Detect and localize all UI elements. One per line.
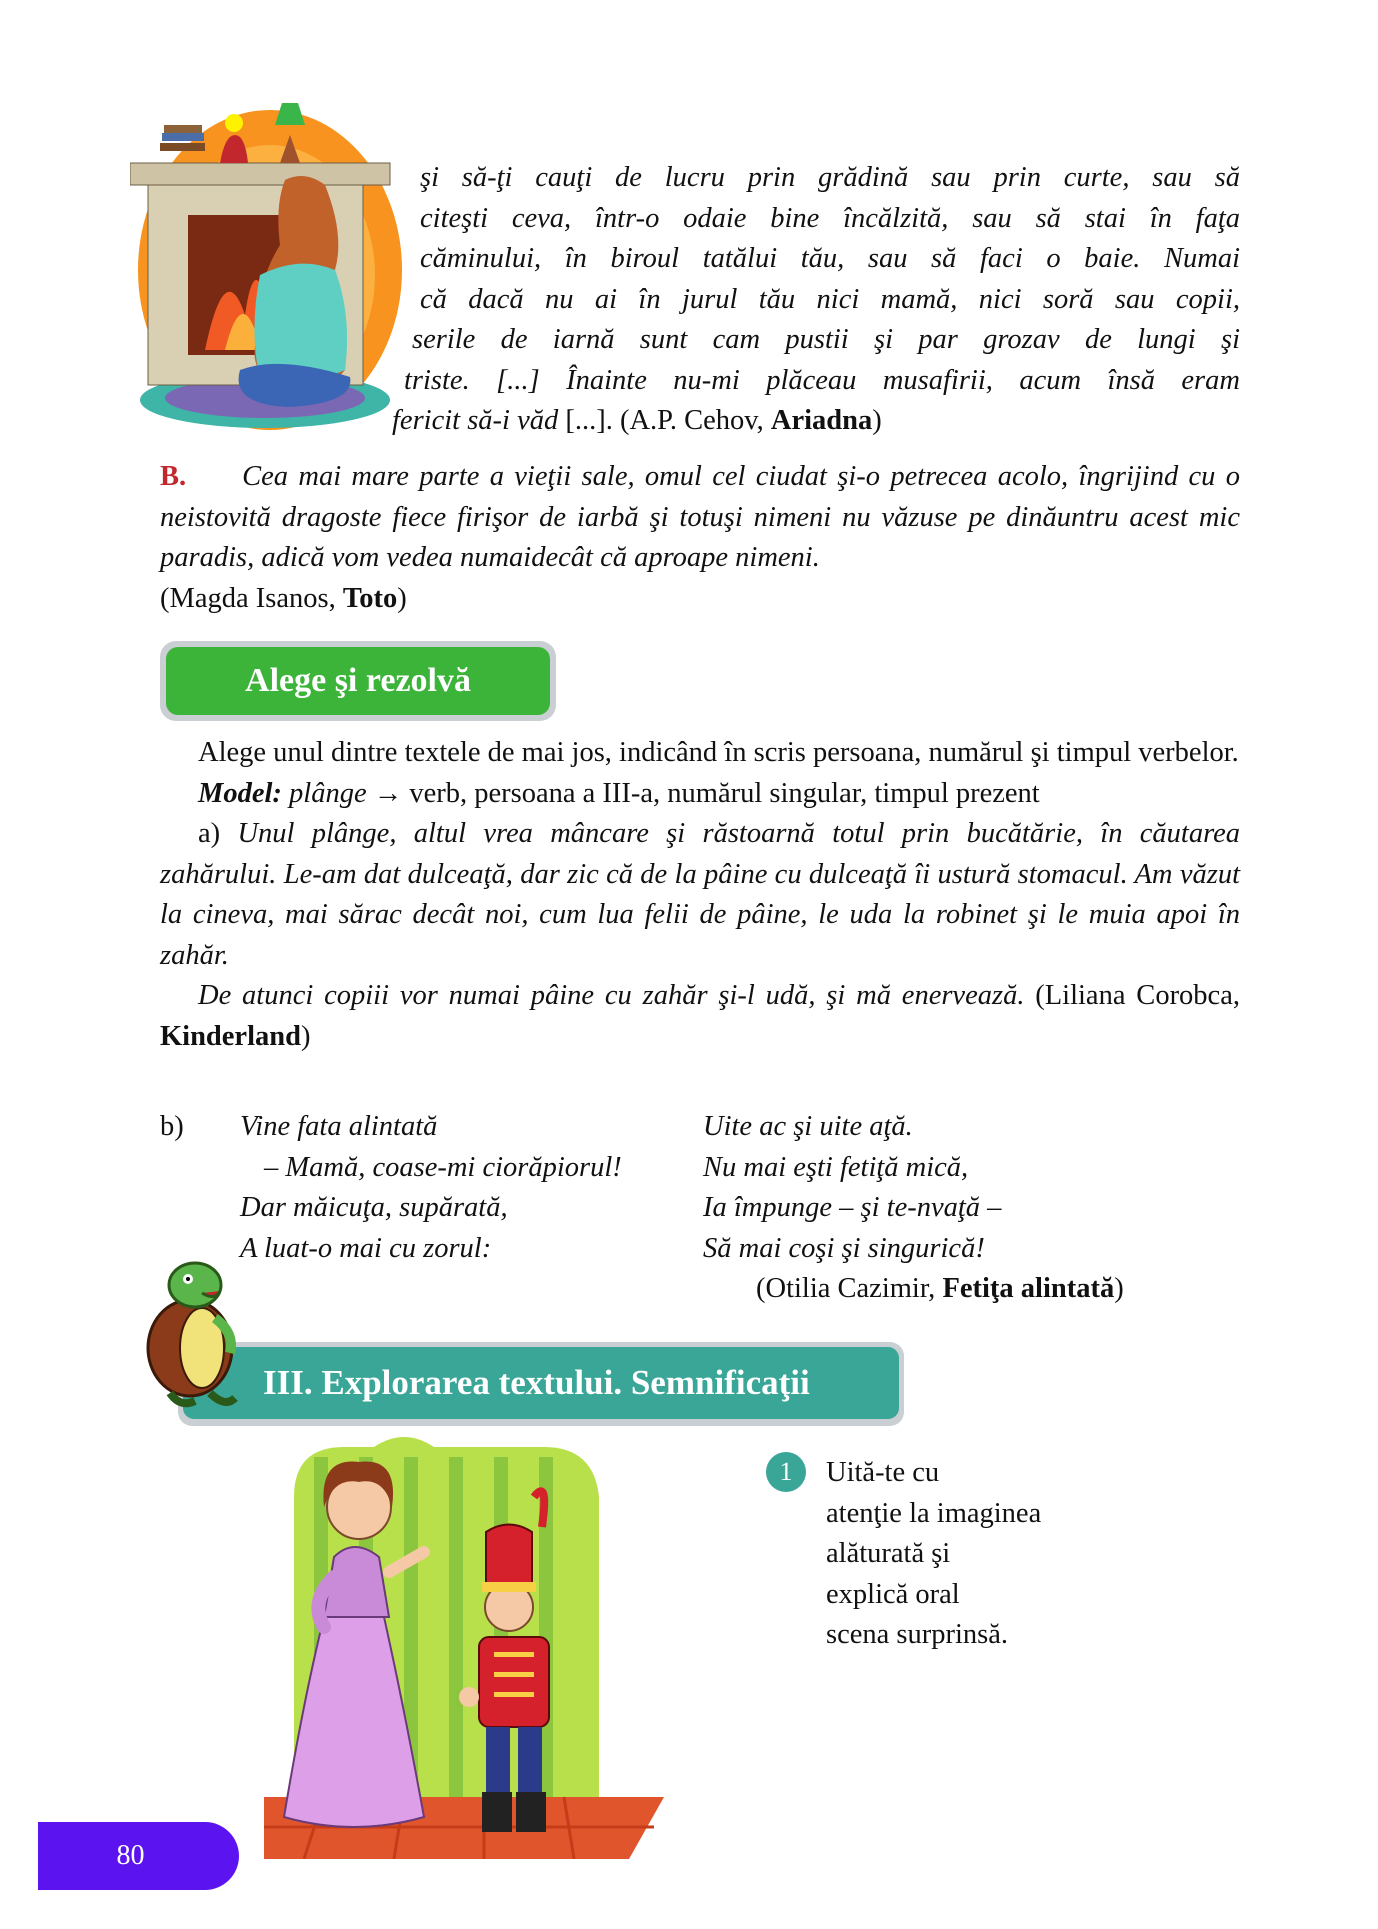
section-b-label: B. <box>160 461 187 492</box>
a-text2: De atunci copiii vor numai pâine cu zahăr şi-l udă, şi mă enervează. <box>198 980 1025 1011</box>
poem-line: Nu mai eşti fetiţă mică, <box>703 1151 969 1183</box>
poem-line: Ia împunge – şi te-nvaţă – <box>703 1192 1002 1223</box>
task-block <box>160 733 1240 1057</box>
section-b-text: Cea mai mare parte a vieţii sale, omul cel ciudat şi-o petrecea acolo, îngrijind cu o neistovită dragoste fiece firişor de iarbă şi totuşi nimeni nu văzuse pe dinăuntru acest mic paradis, adică vom vedea numaidecât că aproape nimeni. <box>160 461 1240 573</box>
section-b-source <box>160 579 1240 620</box>
top-passage-line: triste. [...] Înainte nu-mi plăceau musafirii, acum însă eram <box>404 364 1240 396</box>
explorare-title: III. Explorarea textului. Semnificaţii <box>183 1347 899 1419</box>
top-passage-line: serile de iarnă sunt cam pustii şi par grozav de lungi şi <box>412 324 1240 355</box>
poem-line: Vine fata alintată <box>240 1111 438 1142</box>
question-line: Uită-te cu <box>826 1457 940 1488</box>
top-passage-source: [...]. (A.P. Cehov, <box>565 405 771 436</box>
top-passage-source-title: Ariadna <box>770 405 873 436</box>
a-source-prefix: (Liliana Corobca, <box>1024 980 1240 1011</box>
question-line: scena surprinsă. <box>826 1619 1009 1650</box>
a-text: Unul plânge, altul vrea mâncare şi răstoarnă totul prin bucătărie, în căutarea zahărului. Le-am dat dulceaţă, dar zic că de la pâine cu dulceaţă îi ustură stomacul. Am văzut la cineva, mai sărac decât noi, cum lua felii de pâine, le uda la robinet şi le muia apoi în zahăr. <box>160 818 1240 971</box>
model-rest: → verb, persoana a III-a, numărul singular, timpul prezent <box>366 777 1040 809</box>
top-passage-line: citeşti ceva, într-o odaie bine încălzită, sau să stai în faţa <box>420 202 1240 234</box>
poem-line: – Mamă, coase-mi ciorăpiorul! <box>264 1151 622 1183</box>
top-passage-line: căminului, în biroul tatălui tău, sau să faci o baie. Numai <box>420 243 1240 274</box>
a-label: a) <box>198 818 238 849</box>
explorare-banner <box>178 1342 904 1426</box>
paren: ) <box>872 405 882 436</box>
top-passage-line: că dacă nu ai în jurul tău nici mamă, nici soră sau copii, <box>420 283 1240 315</box>
page-number-badge <box>38 1822 239 1890</box>
question-1-text <box>826 1453 1126 1656</box>
top-passage-italic: fericit să-i văd <box>392 405 566 436</box>
alege-rezolva-title: Alege şi rezolvă <box>166 647 550 715</box>
poem-line: A luat-o mai cu zorul: <box>240 1232 492 1264</box>
source-title: Toto <box>342 582 398 614</box>
task-model <box>160 774 1240 815</box>
question-line: atenţie la imaginea <box>826 1497 1042 1529</box>
poem-label: b) <box>160 1111 184 1142</box>
paren: ) <box>300 1020 311 1052</box>
source-title: Fetiţa alintată <box>942 1273 1115 1304</box>
question-line: alăturată şi <box>826 1538 951 1569</box>
section-b <box>160 457 1240 619</box>
alege-rezolva-banner <box>160 641 556 721</box>
mother-and-toy-soldier-illustration <box>264 1437 664 1859</box>
poem-line: Să mai coşi şi singurică! <box>703 1232 985 1264</box>
question-number-badge: 1 <box>766 1452 806 1492</box>
top-passage <box>392 158 1240 442</box>
source-prefix: (Magda Isanos, <box>160 582 343 614</box>
task-text-a <box>160 814 1240 976</box>
a-source-title: Kinderland <box>160 1020 301 1052</box>
page-number: 80 <box>116 1839 145 1871</box>
question-line: explică oral <box>826 1578 960 1610</box>
poem-source <box>756 1269 1124 1310</box>
top-passage-last-line <box>392 401 1240 442</box>
task-instruction: Alege unul dintre textele de mai jos, indicând în scris persoana, numărul şi timpul verbelor. <box>198 737 1239 768</box>
source-prefix: (Otilia Cazimir, <box>756 1273 943 1304</box>
model-label: Model: <box>198 777 282 809</box>
task-text-a2 <box>160 976 1240 1057</box>
top-passage-line: şi să-ţi cauţi de lucru prin grădină sau prin curte, sau să <box>420 162 1240 193</box>
paren: ) <box>1114 1273 1124 1304</box>
turtle-mascot-icon <box>140 1253 245 1413</box>
girl-by-fireplace-illustration <box>130 85 415 430</box>
poem-column-left <box>240 1107 622 1269</box>
poem-column-right <box>703 1107 1001 1269</box>
poem-line: Uite ac şi uite aţă. <box>703 1111 913 1142</box>
paren: ) <box>397 582 407 614</box>
model-word: plânge <box>281 777 367 809</box>
poem-line: Dar măicuţa, supărată, <box>240 1192 508 1223</box>
